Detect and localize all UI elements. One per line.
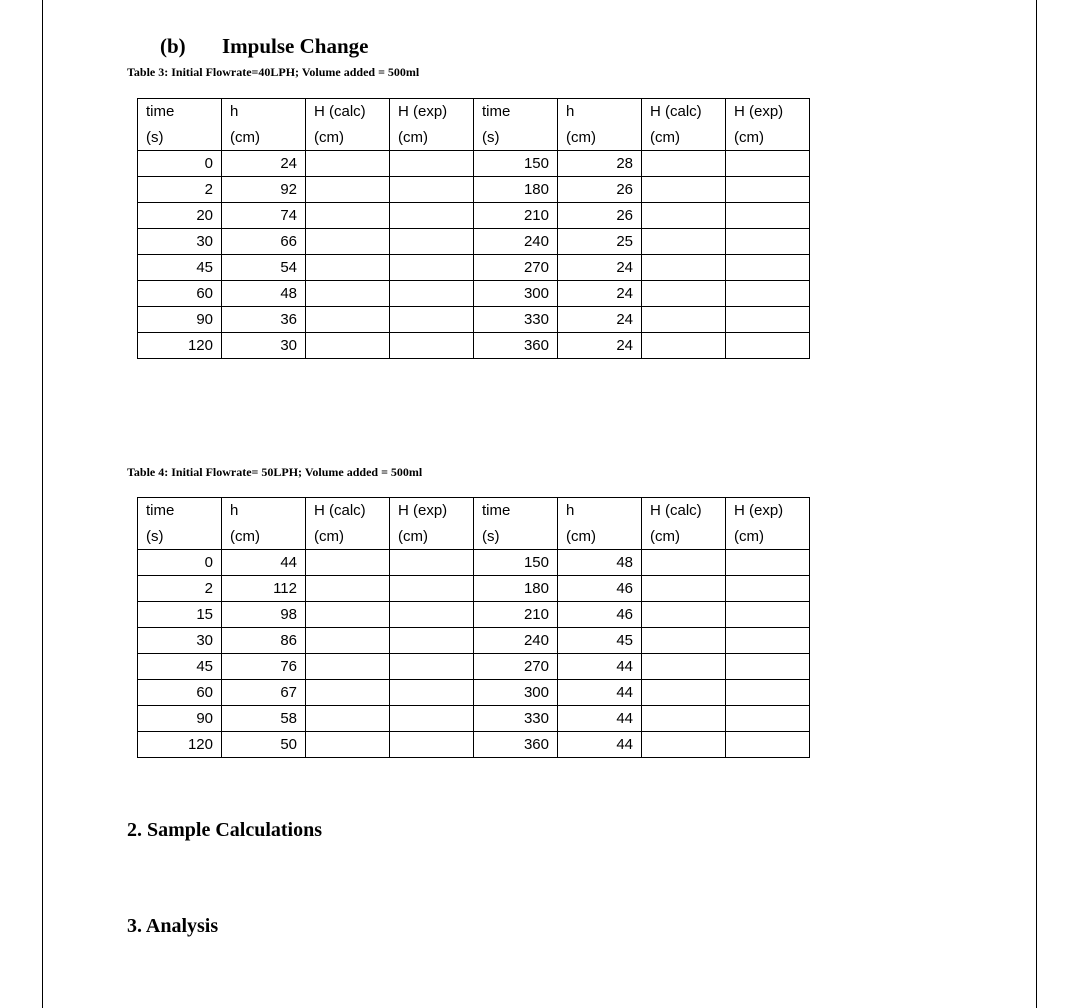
table-cell	[306, 680, 390, 706]
table-cell: 98	[222, 602, 306, 628]
column-header: H (exp)	[726, 99, 810, 125]
table-cell: 270	[474, 255, 558, 281]
table-cell	[306, 654, 390, 680]
section-heading	[160, 34, 368, 59]
column-unit: (cm)	[390, 125, 474, 151]
table-cell	[390, 550, 474, 576]
table-cell: 300	[474, 680, 558, 706]
table-cell	[390, 602, 474, 628]
table-row	[138, 654, 810, 680]
page-border-left	[42, 0, 43, 1008]
table-cell: 58	[222, 706, 306, 732]
table-cell	[642, 255, 726, 281]
table-cell: 0	[138, 151, 222, 177]
table-cell: 360	[474, 333, 558, 359]
table-cell	[726, 602, 810, 628]
table-cell: 30	[138, 628, 222, 654]
table-cell: 46	[558, 602, 642, 628]
table-row	[138, 281, 810, 307]
table-cell	[726, 732, 810, 758]
column-header: h	[222, 99, 306, 125]
sample-calculations-heading: 2. Sample Calculations	[127, 819, 323, 841]
table-cell: 60	[138, 281, 222, 307]
table-cell	[726, 177, 810, 203]
column-header: h	[558, 498, 642, 524]
table-cell	[642, 576, 726, 602]
column-unit: (s)	[474, 524, 558, 550]
table-row	[138, 602, 810, 628]
table-cell	[726, 255, 810, 281]
table-cell: 180	[474, 177, 558, 203]
column-unit: (cm)	[306, 524, 390, 550]
table-cell	[306, 229, 390, 255]
table-cell	[390, 706, 474, 732]
table-cell: 48	[222, 281, 306, 307]
table-cell: 26	[558, 177, 642, 203]
column-unit: (s)	[474, 125, 558, 151]
table-3	[137, 98, 810, 359]
table-cell: 120	[138, 333, 222, 359]
table-cell: 24	[558, 255, 642, 281]
table-cell	[642, 654, 726, 680]
table-cell	[306, 307, 390, 333]
table-cell	[306, 255, 390, 281]
table-header-row	[138, 99, 810, 125]
column-unit: (cm)	[558, 524, 642, 550]
table-cell: 24	[558, 333, 642, 359]
table-cell	[642, 333, 726, 359]
table-cell	[642, 177, 726, 203]
table-cell: 90	[138, 307, 222, 333]
table-cell	[726, 333, 810, 359]
table-cell: 120	[138, 732, 222, 758]
table-cell	[642, 706, 726, 732]
table-cell	[306, 628, 390, 654]
column-header: H (exp)	[390, 99, 474, 125]
table-cell	[642, 229, 726, 255]
table-cell	[390, 203, 474, 229]
table-cell	[642, 151, 726, 177]
table-row	[138, 680, 810, 706]
table-cell: 66	[222, 229, 306, 255]
column-header: H (calc)	[306, 99, 390, 125]
table-cell: 44	[558, 706, 642, 732]
table-cell: 25	[558, 229, 642, 255]
column-header: h	[222, 498, 306, 524]
table-cell: 0	[138, 550, 222, 576]
table-4	[137, 497, 810, 758]
table-cell	[306, 602, 390, 628]
table-cell: 24	[222, 151, 306, 177]
table-row	[138, 576, 810, 602]
table-cell: 36	[222, 307, 306, 333]
column-header: H (calc)	[306, 498, 390, 524]
column-unit: (cm)	[642, 524, 726, 550]
table-cell	[726, 706, 810, 732]
table-cell: 330	[474, 706, 558, 732]
table-cell: 45	[558, 628, 642, 654]
table-cell	[642, 680, 726, 706]
table-cell	[726, 307, 810, 333]
table-cell: 240	[474, 628, 558, 654]
column-unit: (cm)	[222, 524, 306, 550]
table-cell: 30	[222, 333, 306, 359]
table-cell: 44	[558, 680, 642, 706]
table-cell: 26	[558, 203, 642, 229]
table-cell: 20	[138, 203, 222, 229]
table-cell: 50	[222, 732, 306, 758]
table-cell	[306, 151, 390, 177]
table-cell: 44	[558, 654, 642, 680]
table-cell: 67	[222, 680, 306, 706]
table-cell: 330	[474, 307, 558, 333]
table-cell	[390, 229, 474, 255]
table-cell: 150	[474, 151, 558, 177]
column-unit: (cm)	[558, 125, 642, 151]
table-cell: 48	[558, 550, 642, 576]
column-header: time	[474, 99, 558, 125]
table-cell	[642, 602, 726, 628]
page-border-right	[1036, 0, 1037, 1008]
column-header: h	[558, 99, 642, 125]
table-row	[138, 229, 810, 255]
table-cell	[390, 177, 474, 203]
column-header: H (calc)	[642, 498, 726, 524]
column-unit: (cm)	[642, 125, 726, 151]
table-row	[138, 706, 810, 732]
column-unit: (cm)	[390, 524, 474, 550]
table-row	[138, 151, 810, 177]
table-cell	[306, 706, 390, 732]
column-header: H (calc)	[642, 99, 726, 125]
table-cell	[390, 628, 474, 654]
table-cell	[390, 680, 474, 706]
column-unit: (cm)	[222, 125, 306, 151]
table-cell: 2	[138, 576, 222, 602]
table-row	[138, 550, 810, 576]
table-cell: 28	[558, 151, 642, 177]
table-cell	[306, 550, 390, 576]
table-cell: 90	[138, 706, 222, 732]
table-cell: 150	[474, 550, 558, 576]
table-cell	[390, 333, 474, 359]
table-cell	[642, 307, 726, 333]
table-cell: 44	[558, 732, 642, 758]
table-cell: 76	[222, 654, 306, 680]
table-cell	[726, 576, 810, 602]
table-row	[138, 628, 810, 654]
table-cell	[390, 281, 474, 307]
table-cell: 300	[474, 281, 558, 307]
table-cell: 74	[222, 203, 306, 229]
table-cell: 2	[138, 177, 222, 203]
table-cell	[726, 654, 810, 680]
table-cell: 24	[558, 281, 642, 307]
column-header: H (exp)	[726, 498, 810, 524]
table-cell	[642, 628, 726, 654]
table-cell: 210	[474, 602, 558, 628]
table-row	[138, 203, 810, 229]
table-cell: 60	[138, 680, 222, 706]
table-row	[138, 732, 810, 758]
table-cell	[390, 307, 474, 333]
table-3-caption: Table 3: Initial Flowrate=40LPH; Volume added = 500ml	[127, 65, 420, 79]
table-cell	[726, 281, 810, 307]
table-cell: 15	[138, 602, 222, 628]
table-cell: 210	[474, 203, 558, 229]
table-cell	[306, 177, 390, 203]
column-unit: (cm)	[726, 125, 810, 151]
table-cell	[642, 203, 726, 229]
table-row	[138, 177, 810, 203]
table-cell: 86	[222, 628, 306, 654]
table-cell: 180	[474, 576, 558, 602]
table-cell	[726, 628, 810, 654]
table-cell	[642, 732, 726, 758]
table-cell	[306, 576, 390, 602]
table-cell	[390, 654, 474, 680]
table-cell	[306, 203, 390, 229]
table-cell: 46	[558, 576, 642, 602]
table-cell	[726, 680, 810, 706]
table-cell	[306, 281, 390, 307]
table-cell: 112	[222, 576, 306, 602]
column-header: H (exp)	[390, 498, 474, 524]
column-header: time	[474, 498, 558, 524]
column-header: time	[138, 99, 222, 125]
analysis-heading: 3. Analysis	[127, 915, 219, 937]
column-unit: (cm)	[726, 524, 810, 550]
column-header: time	[138, 498, 222, 524]
table-row	[138, 255, 810, 281]
table-cell	[726, 229, 810, 255]
table-cell: 44	[222, 550, 306, 576]
table-cell	[390, 576, 474, 602]
table-cell: 360	[474, 732, 558, 758]
table-cell	[306, 333, 390, 359]
column-unit: (cm)	[306, 125, 390, 151]
table-row	[138, 307, 810, 333]
table-cell: 54	[222, 255, 306, 281]
table-cell	[726, 550, 810, 576]
table-row	[138, 333, 810, 359]
table-cell: 270	[474, 654, 558, 680]
table-cell: 45	[138, 654, 222, 680]
table-cell	[642, 281, 726, 307]
table-cell	[726, 203, 810, 229]
table-cell	[642, 550, 726, 576]
table-header-row	[138, 498, 810, 524]
table-cell	[390, 255, 474, 281]
table-units-row	[138, 125, 810, 151]
table-cell	[390, 732, 474, 758]
section-title: Impulse Change	[222, 34, 369, 58]
table-4-caption: Table 4: Initial Flowrate= 50LPH; Volume added = 500ml	[127, 465, 423, 479]
table-cell	[306, 732, 390, 758]
table-cell	[390, 151, 474, 177]
column-unit: (s)	[138, 125, 222, 151]
table-units-row	[138, 524, 810, 550]
table-cell: 240	[474, 229, 558, 255]
table-cell: 92	[222, 177, 306, 203]
column-unit: (s)	[138, 524, 222, 550]
table-cell: 45	[138, 255, 222, 281]
table-cell	[726, 151, 810, 177]
table-cell: 30	[138, 229, 222, 255]
section-number: (b)	[160, 34, 186, 58]
table-cell: 24	[558, 307, 642, 333]
